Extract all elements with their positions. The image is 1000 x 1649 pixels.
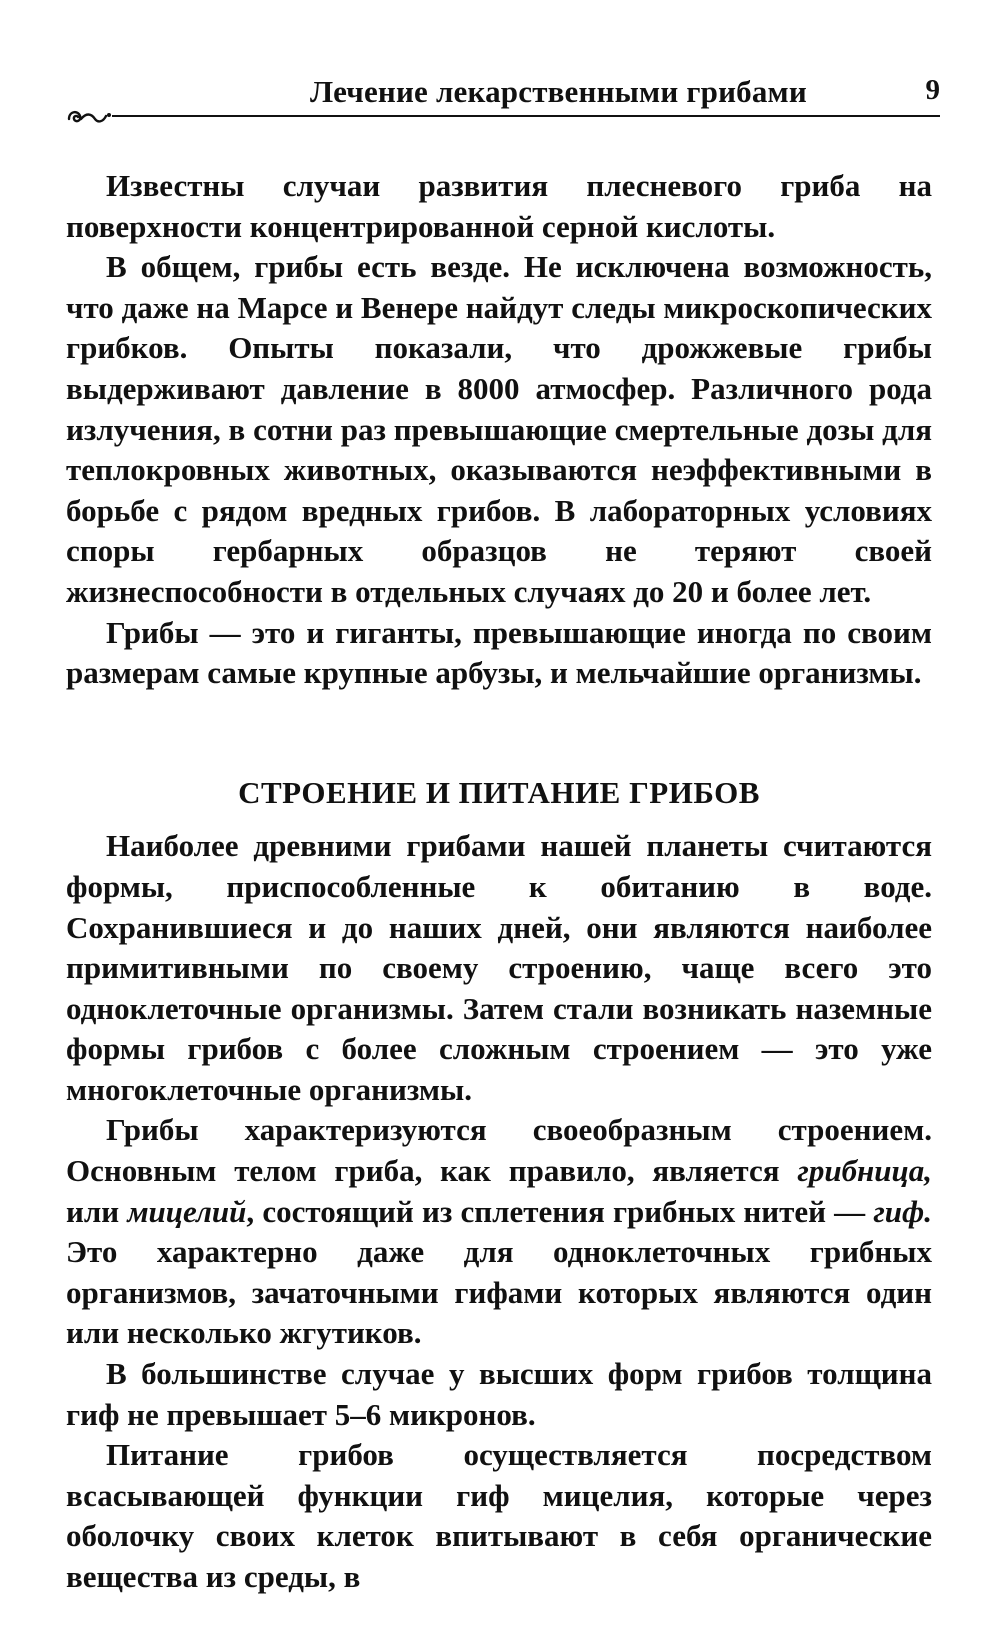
running-title: Лечение лекарственными грибами xyxy=(310,74,807,109)
paragraph-1: Известны случаи развития плесневого гриба на поверхности концентрированной серной кислоты. xyxy=(66,168,932,244)
term-mitseliy: мицелий xyxy=(127,1193,247,1229)
paragraph-5 xyxy=(66,1110,932,1354)
paragraph-4: Наиболее древними грибами нашей планеты считаются формы, приспособленные к обитанию в воде. Сохранившиеся и до наших дней, они являются наиболее примитивными по своему строению, чаще всего это одноклеточные организмы. Затем стали возникать наземные формы грибов с более сложным строением — это уже многоклеточные организмы. xyxy=(66,828,932,1107)
header-divider xyxy=(112,115,940,117)
paragraph-5-text-3: , состоящий из сплетения грибных нитей — xyxy=(246,1193,874,1229)
page-body xyxy=(66,166,932,1598)
paragraph-7: Питание грибов осуществляется посредством всасывающей функции гиф мицелия, которые через оболочку своих клеток впитывают в себя органические вещества из среды, в xyxy=(66,1437,932,1594)
scroll-ornament-icon xyxy=(66,106,114,128)
term-gif: гиф. xyxy=(873,1193,932,1229)
page-number: 9 xyxy=(925,74,940,106)
running-header xyxy=(60,74,940,124)
paragraph-3: Грибы — это и гиганты, превышающие иногда по своим размерам самые крупные арбузы, и мельчайшие организмы. xyxy=(66,614,932,691)
paragraph-2: В общем, грибы есть везде. Не исключена возможность, что даже на Марсе и Венере найдут следы микроскопических грибков. Опыты показали, что дрожжевые грибы выдерживают давление в 8000 атмосфер. Различного рода излучения, в сотни раз превышающие смертельные дозы для теплокровных животных, оказываются неэффективными в борьбе с рядом вредных грибов. В лабораторных условиях споры гербарных образцов не теряют своей жизнеспособности в отдельных случаях до 20 и более лет. xyxy=(66,249,932,609)
section-title: СТРОЕНИЕ И ПИТАНИЕ ГРИБОВ xyxy=(238,774,760,810)
paragraph-5-text-4: Это характерно даже для одноклеточных грибных организмов, зачаточными гифами которых являются один или несколько жгутиков. xyxy=(66,1234,932,1351)
term-gribnitsa: грибница, xyxy=(797,1153,932,1189)
paragraph-5-text-2: или xyxy=(66,1193,128,1229)
paragraph-6: В большинстве случае у высших форм грибов толщина гиф не превышает 5–6 микронов. xyxy=(66,1356,932,1432)
paragraph-5-text-1: Грибы характеризуются своеобразным строением. Основным телом гриба, как правило, является xyxy=(66,1112,932,1189)
